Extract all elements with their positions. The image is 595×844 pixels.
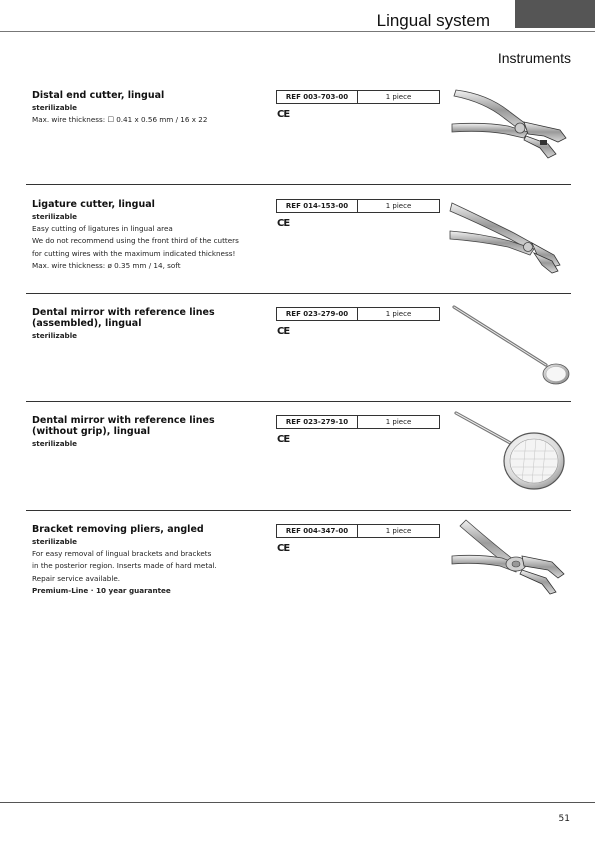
ce-mark-icon: CE (277, 218, 290, 229)
divider (26, 510, 571, 511)
quantity: 1 piece (385, 93, 412, 101)
dental-mirror-head-icon (448, 407, 578, 497)
ref-number: REF 014-153-00 (277, 200, 358, 212)
ce-mark-icon: CE (277, 543, 290, 554)
guarantee-note: Premium-Line · 10 year guarantee (32, 585, 171, 595)
bracket-removing-pliers-icon (448, 516, 578, 606)
ref-box (276, 415, 440, 429)
ref-box (276, 90, 440, 104)
dental-mirror-assembled-icon (448, 299, 578, 389)
sterilizable-note: sterilizable (32, 331, 78, 340)
description-line: Easy cutting of ligatures in lingual area (32, 224, 173, 234)
description-line: Max. wire thickness: ☐ 0.41 x 0.56 mm / 16 x 22 (32, 115, 208, 125)
sterilizable-note: sterilizable (32, 439, 78, 448)
chapter-title: Lingual system (376, 11, 490, 30)
description-line: For easy removal of lingual brackets and brackets (32, 549, 212, 559)
quantity: 1 piece (385, 418, 412, 426)
divider (26, 184, 571, 185)
divider (26, 401, 571, 402)
product-name-line: Bracket removing pliers, angled (32, 524, 204, 535)
description-line: We do not recommend using the front third of the cutters (32, 236, 239, 246)
sterilizable-note: sterilizable (32, 212, 78, 221)
ref-number: REF 004-347-00 (277, 525, 358, 537)
ce-mark-icon: CE (277, 326, 290, 337)
product-name (32, 307, 262, 329)
divider (26, 293, 571, 294)
ref-number: REF 003-703-00 (277, 91, 358, 103)
quantity: 1 piece (385, 527, 412, 535)
product-name-line: (assembled), lingual (32, 318, 142, 329)
product-name-line: (without grip), lingual (32, 426, 151, 437)
sterilizable-note: sterilizable (32, 537, 78, 546)
product-name (32, 90, 262, 101)
ce-mark-icon: CE (277, 109, 290, 120)
ref-box (276, 307, 440, 321)
ce-mark-icon: CE (277, 434, 290, 445)
product-name-line: Distal end cutter, lingual (32, 90, 165, 101)
chapter-tab (515, 0, 595, 28)
header-divider (0, 31, 595, 32)
product-description (32, 536, 272, 597)
sterilizable-note: sterilizable (32, 103, 78, 112)
product-name (32, 415, 262, 437)
product-description (32, 438, 272, 450)
quantity: 1 piece (385, 310, 412, 318)
product-name (32, 524, 262, 535)
quantity: 1 piece (385, 202, 412, 210)
ref-number: REF 023-279-10 (277, 416, 358, 428)
ref-box (276, 199, 440, 213)
ref-number: REF 023-279-00 (277, 308, 358, 320)
section-title: Instruments (497, 50, 571, 66)
description-line: Repair service available. (32, 573, 121, 583)
product-description (32, 102, 272, 126)
description-line: Max. wire thickness: ø 0.35 mm / 14, soft (32, 260, 181, 270)
distal-end-cutter-icon (448, 82, 578, 172)
ref-box (276, 524, 440, 538)
description-line: for cutting wires with the maximum indicated thickness! (32, 248, 236, 258)
product-description (32, 211, 272, 272)
product-name (32, 199, 262, 210)
ligature-cutter-icon (448, 191, 578, 281)
description-line: in the posterior region. Inserts made of hard metal. (32, 561, 217, 571)
product-name-line: Dental mirror with reference lines (32, 307, 215, 318)
product-name-line: Ligature cutter, lingual (32, 199, 155, 210)
page-number: 51 (558, 814, 570, 824)
product-description (32, 330, 272, 342)
product-name-line: Dental mirror with reference lines (32, 415, 215, 426)
footer-divider (0, 802, 595, 803)
